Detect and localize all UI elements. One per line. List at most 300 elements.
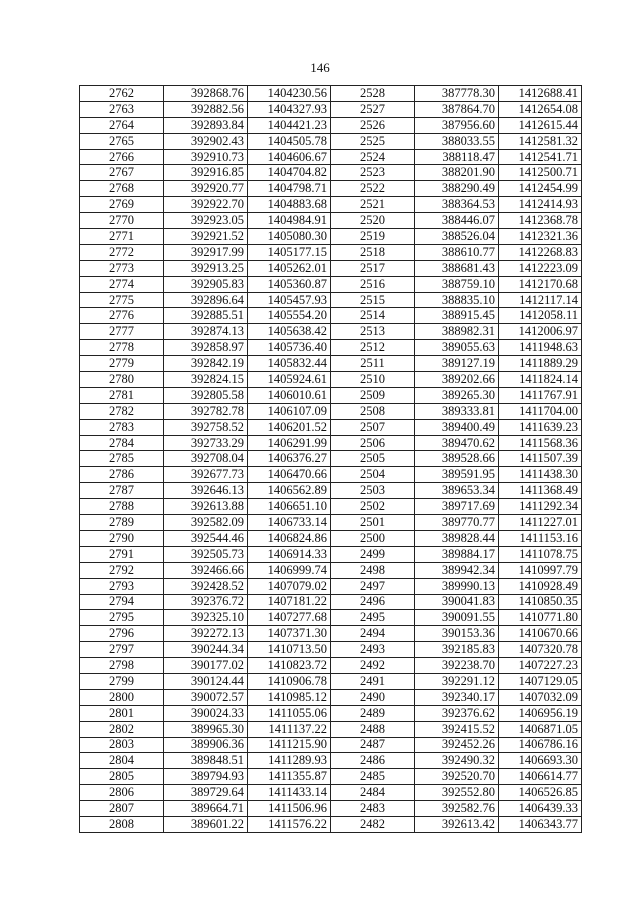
table-cell: 389055.63 (415, 340, 499, 356)
table-cell: 2776 (80, 308, 164, 324)
table-cell: 2803 (80, 737, 164, 753)
table-cell: 388681.43 (415, 260, 499, 276)
table-cell: 389601.22 (164, 816, 248, 832)
table-cell: 392921.52 (164, 229, 248, 245)
table-row (80, 101, 582, 117)
table-cell: 1406470.66 (248, 467, 331, 483)
table-row (80, 610, 582, 626)
table-cell: 1412581.32 (499, 133, 582, 149)
table-cell: 2783 (80, 419, 164, 435)
table-cell: 1406562.89 (248, 483, 331, 499)
table-cell: 2770 (80, 213, 164, 229)
table-cell: 2773 (80, 260, 164, 276)
table-cell: 1411078.75 (499, 546, 582, 562)
table-row (80, 292, 582, 308)
table-cell: 1407129.05 (499, 673, 582, 689)
table-cell: 2502 (331, 499, 415, 515)
table-cell: 2785 (80, 451, 164, 467)
table-cell: 2505 (331, 451, 415, 467)
table-cell: 1410985.12 (248, 689, 331, 705)
table-cell: 392340.17 (415, 689, 499, 705)
table-cell: 2781 (80, 387, 164, 403)
table-cell: 392466.66 (164, 562, 248, 578)
table-cell: 392917.99 (164, 244, 248, 260)
table-cell: 390041.83 (415, 594, 499, 610)
table-cell: 1411824.14 (499, 372, 582, 388)
table-cell: 392520.70 (415, 769, 499, 785)
table-cell: 388835.10 (415, 292, 499, 308)
table-cell: 392920.77 (164, 181, 248, 197)
table-cell: 1412321.36 (499, 229, 582, 245)
table-cell: 392544.46 (164, 530, 248, 546)
table-cell: 1411433.14 (248, 785, 331, 801)
table-cell: 392874.13 (164, 324, 248, 340)
table-cell: 1411227.01 (499, 515, 582, 531)
table-cell: 2799 (80, 673, 164, 689)
table-row (80, 197, 582, 213)
table-cell: 1412170.68 (499, 276, 582, 292)
table-cell: 1412454.99 (499, 181, 582, 197)
table-cell: 2767 (80, 165, 164, 181)
table-cell: 389884.17 (415, 546, 499, 562)
table-row (80, 387, 582, 403)
table-cell: 1406999.74 (248, 562, 331, 578)
table-cell: 392858.97 (164, 340, 248, 356)
table-cell: 390124.44 (164, 673, 248, 689)
table-cell: 2804 (80, 753, 164, 769)
table-cell: 2497 (331, 578, 415, 594)
table-cell: 392582.76 (415, 801, 499, 817)
table-cell: 392758.52 (164, 419, 248, 435)
table-cell: 2498 (331, 562, 415, 578)
table-cell: 392428.52 (164, 578, 248, 594)
page-number: 146 (310, 60, 330, 75)
table-cell: 2504 (331, 467, 415, 483)
table-row (80, 515, 582, 531)
table-cell: 2485 (331, 769, 415, 785)
table-cell: 390177.02 (164, 658, 248, 674)
table-cell: 1404798.71 (248, 181, 331, 197)
table-cell: 1411368.49 (499, 483, 582, 499)
table-cell: 1411137.22 (248, 721, 331, 737)
table-cell: 1406291.99 (248, 435, 331, 451)
table-cell: 392910.73 (164, 149, 248, 165)
table-cell: 2513 (331, 324, 415, 340)
table-cell: 2509 (331, 387, 415, 403)
table-cell: 1411576.22 (248, 816, 331, 832)
table-cell: 2512 (331, 340, 415, 356)
table-cell: 392913.25 (164, 260, 248, 276)
table-cell: 389528.66 (415, 451, 499, 467)
table-row (80, 594, 582, 610)
table-row (80, 324, 582, 340)
table-row (80, 308, 582, 324)
table-cell: 2482 (331, 816, 415, 832)
table-cell: 1406693.30 (499, 753, 582, 769)
table-cell: 392272.13 (164, 626, 248, 642)
table-row (80, 260, 582, 276)
table-cell: 389729.64 (164, 785, 248, 801)
table-cell: 392185.83 (415, 642, 499, 658)
table-cell: 389470.62 (415, 435, 499, 451)
table-row (80, 499, 582, 515)
table-cell: 2775 (80, 292, 164, 308)
table-cell: 389965.30 (164, 721, 248, 737)
table-row (80, 165, 582, 181)
table-row (80, 816, 582, 832)
table-cell: 1410997.79 (499, 562, 582, 578)
table-row (80, 673, 582, 689)
table-cell: 389591.95 (415, 467, 499, 483)
table-cell: 1407320.78 (499, 642, 582, 658)
table-cell: 1412500.71 (499, 165, 582, 181)
table-cell: 1404505.78 (248, 133, 331, 149)
table-cell: 2526 (331, 117, 415, 133)
table-cell: 389333.81 (415, 403, 499, 419)
table-row (80, 467, 582, 483)
table-cell: 2807 (80, 801, 164, 817)
table-cell: 392376.62 (415, 705, 499, 721)
table-row (80, 213, 582, 229)
table-cell: 2805 (80, 769, 164, 785)
table-cell: 388364.53 (415, 197, 499, 213)
table-cell: 2515 (331, 292, 415, 308)
table-cell: 389202.66 (415, 372, 499, 388)
table-cell: 2493 (331, 642, 415, 658)
table-cell: 1411438.30 (499, 467, 582, 483)
table-cell: 2500 (331, 530, 415, 546)
table-cell: 1405638.42 (248, 324, 331, 340)
table-cell: 1411506.96 (248, 801, 331, 817)
table-cell: 389990.13 (415, 578, 499, 594)
table-row (80, 578, 582, 594)
table-cell: 1406526.85 (499, 785, 582, 801)
table-row (80, 276, 582, 292)
table-cell: 1405262.01 (248, 260, 331, 276)
table-cell: 390244.34 (164, 642, 248, 658)
table-cell: 2484 (331, 785, 415, 801)
table-row (80, 356, 582, 372)
table-cell: 2774 (80, 276, 164, 292)
table-cell: 392824.15 (164, 372, 248, 388)
table-cell: 1404606.67 (248, 149, 331, 165)
table-cell: 390091.55 (415, 610, 499, 626)
table-cell: 1410850.35 (499, 594, 582, 610)
table-cell: 1412117.14 (499, 292, 582, 308)
table-cell: 392291.12 (415, 673, 499, 689)
table-cell: 2528 (331, 86, 415, 102)
table-cell: 2514 (331, 308, 415, 324)
table-cell: 2501 (331, 515, 415, 531)
table-cell: 389828.44 (415, 530, 499, 546)
table-row (80, 721, 582, 737)
table-cell: 1412006.97 (499, 324, 582, 340)
table-cell: 1405832.44 (248, 356, 331, 372)
table-cell: 1410670.66 (499, 626, 582, 642)
table-cell: 2798 (80, 658, 164, 674)
table-cell: 392552.80 (415, 785, 499, 801)
table-row (80, 340, 582, 356)
table-cell: 389400.49 (415, 419, 499, 435)
table-cell: 1406343.77 (499, 816, 582, 832)
table-cell: 1406733.14 (248, 515, 331, 531)
table-cell: 2524 (331, 149, 415, 165)
table-cell: 2794 (80, 594, 164, 610)
table-cell: 1405736.40 (248, 340, 331, 356)
table-cell: 1412368.78 (499, 213, 582, 229)
table-row (80, 86, 582, 102)
table-cell: 1410928.49 (499, 578, 582, 594)
table-cell: 1405177.15 (248, 244, 331, 260)
table-cell: 1406651.10 (248, 499, 331, 515)
table-cell: 2527 (331, 101, 415, 117)
table-cell: 390153.36 (415, 626, 499, 642)
table-row (80, 244, 582, 260)
table-row (80, 133, 582, 149)
table-cell: 1411055.06 (248, 705, 331, 721)
table-cell: 1411153.16 (499, 530, 582, 546)
table-cell: 392923.05 (164, 213, 248, 229)
table-cell: 392922.70 (164, 197, 248, 213)
table-cell: 2521 (331, 197, 415, 213)
table-cell: 2483 (331, 801, 415, 817)
table-cell: 2523 (331, 165, 415, 181)
table-cell: 1406614.77 (499, 769, 582, 785)
table-cell: 389265.30 (415, 387, 499, 403)
table-cell: 1411889.29 (499, 356, 582, 372)
table-cell: 1407371.30 (248, 626, 331, 642)
table-cell: 1410906.78 (248, 673, 331, 689)
table-cell: 2499 (331, 546, 415, 562)
table-cell: 1412688.41 (499, 86, 582, 102)
table-row (80, 546, 582, 562)
table-cell: 389664.71 (164, 801, 248, 817)
table-cell: 1406107.09 (248, 403, 331, 419)
table-cell: 2491 (331, 673, 415, 689)
table-cell: 2796 (80, 626, 164, 642)
table-cell: 1411292.34 (499, 499, 582, 515)
table-cell: 1405554.20 (248, 308, 331, 324)
table-cell: 2490 (331, 689, 415, 705)
table-cell: 2506 (331, 435, 415, 451)
table-cell: 1411507.39 (499, 451, 582, 467)
table-cell: 1411639.23 (499, 419, 582, 435)
table-cell: 2769 (80, 197, 164, 213)
table-cell: 1411215.90 (248, 737, 331, 753)
table-row (80, 705, 582, 721)
table-cell: 2489 (331, 705, 415, 721)
table-cell: 389794.93 (164, 769, 248, 785)
table-cell: 2517 (331, 260, 415, 276)
table-cell: 2797 (80, 642, 164, 658)
table-cell: 1404421.23 (248, 117, 331, 133)
table-cell: 388526.04 (415, 229, 499, 245)
table-cell: 2763 (80, 101, 164, 117)
table-cell: 392646.13 (164, 483, 248, 499)
table-cell: 1411704.00 (499, 403, 582, 419)
table-cell: 392452.26 (415, 737, 499, 753)
table-cell: 390024.33 (164, 705, 248, 721)
table-cell: 1412268.83 (499, 244, 582, 260)
table-cell: 389653.34 (415, 483, 499, 499)
table-cell: 2772 (80, 244, 164, 260)
table-cell: 1407277.68 (248, 610, 331, 626)
table-cell: 390072.57 (164, 689, 248, 705)
table-cell: 1404230.56 (248, 86, 331, 102)
table-cell: 2779 (80, 356, 164, 372)
table-cell: 1405360.87 (248, 276, 331, 292)
table-row (80, 483, 582, 499)
table-row (80, 801, 582, 817)
table-cell: 1412615.44 (499, 117, 582, 133)
table-cell: 392896.64 (164, 292, 248, 308)
table-cell: 388982.31 (415, 324, 499, 340)
table-cell: 1412541.71 (499, 149, 582, 165)
table-cell: 2789 (80, 515, 164, 531)
table-cell: 392238.70 (415, 658, 499, 674)
table-cell: 1406201.52 (248, 419, 331, 435)
coordinates-table-body (80, 86, 582, 833)
table-cell: 392782.78 (164, 403, 248, 419)
table-cell: 389906.36 (164, 737, 248, 753)
table-cell: 2510 (331, 372, 415, 388)
table-cell: 2522 (331, 181, 415, 197)
table-cell: 1405457.93 (248, 292, 331, 308)
table-cell: 2494 (331, 626, 415, 642)
table-cell: 2777 (80, 324, 164, 340)
table-row (80, 626, 582, 642)
table-cell: 392708.04 (164, 451, 248, 467)
table-cell: 1407032.09 (499, 689, 582, 705)
table-cell: 1411568.36 (499, 435, 582, 451)
table-cell: 2503 (331, 483, 415, 499)
table-cell: 392505.73 (164, 546, 248, 562)
table-cell: 392842.19 (164, 356, 248, 372)
table-row (80, 435, 582, 451)
table-cell: 2792 (80, 562, 164, 578)
table-cell: 1411948.63 (499, 340, 582, 356)
table-cell: 1412223.09 (499, 260, 582, 276)
table-cell: 1406010.61 (248, 387, 331, 403)
table-cell: 388118.47 (415, 149, 499, 165)
table-cell: 2486 (331, 753, 415, 769)
table-cell: 2507 (331, 419, 415, 435)
table-cell: 392916.85 (164, 165, 248, 181)
table-cell: 389942.34 (415, 562, 499, 578)
table-cell: 2788 (80, 499, 164, 515)
table-cell: 1406956.19 (499, 705, 582, 721)
table-cell: 387778.30 (415, 86, 499, 102)
table-cell: 1406871.05 (499, 721, 582, 737)
table-cell: 392613.42 (415, 816, 499, 832)
table-cell: 392893.84 (164, 117, 248, 133)
table-cell: 1412414.93 (499, 197, 582, 213)
table-cell: 1404883.68 (248, 197, 331, 213)
table-cell: 389717.69 (415, 499, 499, 515)
table-cell: 1407227.23 (499, 658, 582, 674)
table-cell: 1406439.33 (499, 801, 582, 817)
table-cell: 392882.56 (164, 101, 248, 117)
table-cell: 392905.83 (164, 276, 248, 292)
table-cell: 2765 (80, 133, 164, 149)
table-cell: 1410771.80 (499, 610, 582, 626)
table-cell: 2782 (80, 403, 164, 419)
table-cell: 1406786.16 (499, 737, 582, 753)
table-cell: 2790 (80, 530, 164, 546)
table-cell: 1407079.02 (248, 578, 331, 594)
table-cell: 2766 (80, 149, 164, 165)
table-row (80, 117, 582, 133)
table-row (80, 642, 582, 658)
table-cell: 2487 (331, 737, 415, 753)
table-cell: 388033.55 (415, 133, 499, 149)
table-row (80, 419, 582, 435)
table-cell: 2762 (80, 86, 164, 102)
table-cell: 1406824.86 (248, 530, 331, 546)
table-cell: 2764 (80, 117, 164, 133)
table-cell: 392613.88 (164, 499, 248, 515)
table-cell: 2778 (80, 340, 164, 356)
table-row (80, 658, 582, 674)
table-cell: 2784 (80, 435, 164, 451)
table-cell: 2786 (80, 467, 164, 483)
table-cell: 1405080.30 (248, 229, 331, 245)
table-cell: 1406376.27 (248, 451, 331, 467)
table-cell: 1405924.61 (248, 372, 331, 388)
table-cell: 2787 (80, 483, 164, 499)
table-cell: 1404327.93 (248, 101, 331, 117)
table-cell: 2496 (331, 594, 415, 610)
table-cell: 392415.52 (415, 721, 499, 737)
table-cell: 2488 (331, 721, 415, 737)
table-cell: 1412058.11 (499, 308, 582, 324)
coordinates-table (79, 85, 582, 833)
table-cell: 2780 (80, 372, 164, 388)
table-cell: 2518 (331, 244, 415, 260)
table-cell: 389848.51 (164, 753, 248, 769)
table-cell: 1407181.22 (248, 594, 331, 610)
table-row (80, 769, 582, 785)
table-row (80, 562, 582, 578)
table-cell: 392490.32 (415, 753, 499, 769)
table-cell: 2520 (331, 213, 415, 229)
table-row (80, 372, 582, 388)
table-cell: 392902.43 (164, 133, 248, 149)
table-cell: 2768 (80, 181, 164, 197)
table-row (80, 689, 582, 705)
table-cell: 392376.72 (164, 594, 248, 610)
table-cell: 389127.19 (415, 356, 499, 372)
table-cell: 1411355.87 (248, 769, 331, 785)
table-row (80, 785, 582, 801)
table-cell: 2519 (331, 229, 415, 245)
table-cell: 1411767.91 (499, 387, 582, 403)
table-cell: 2802 (80, 721, 164, 737)
table-cell: 392885.51 (164, 308, 248, 324)
table-cell: 2806 (80, 785, 164, 801)
table-cell: 392677.73 (164, 467, 248, 483)
table-row (80, 149, 582, 165)
table-cell: 2808 (80, 816, 164, 832)
table-cell: 2771 (80, 229, 164, 245)
table-cell: 2795 (80, 610, 164, 626)
table-cell: 392733.29 (164, 435, 248, 451)
table-cell: 388290.49 (415, 181, 499, 197)
table-cell: 1411289.93 (248, 753, 331, 769)
table-row (80, 181, 582, 197)
table-cell: 388610.77 (415, 244, 499, 260)
table-cell: 2801 (80, 705, 164, 721)
